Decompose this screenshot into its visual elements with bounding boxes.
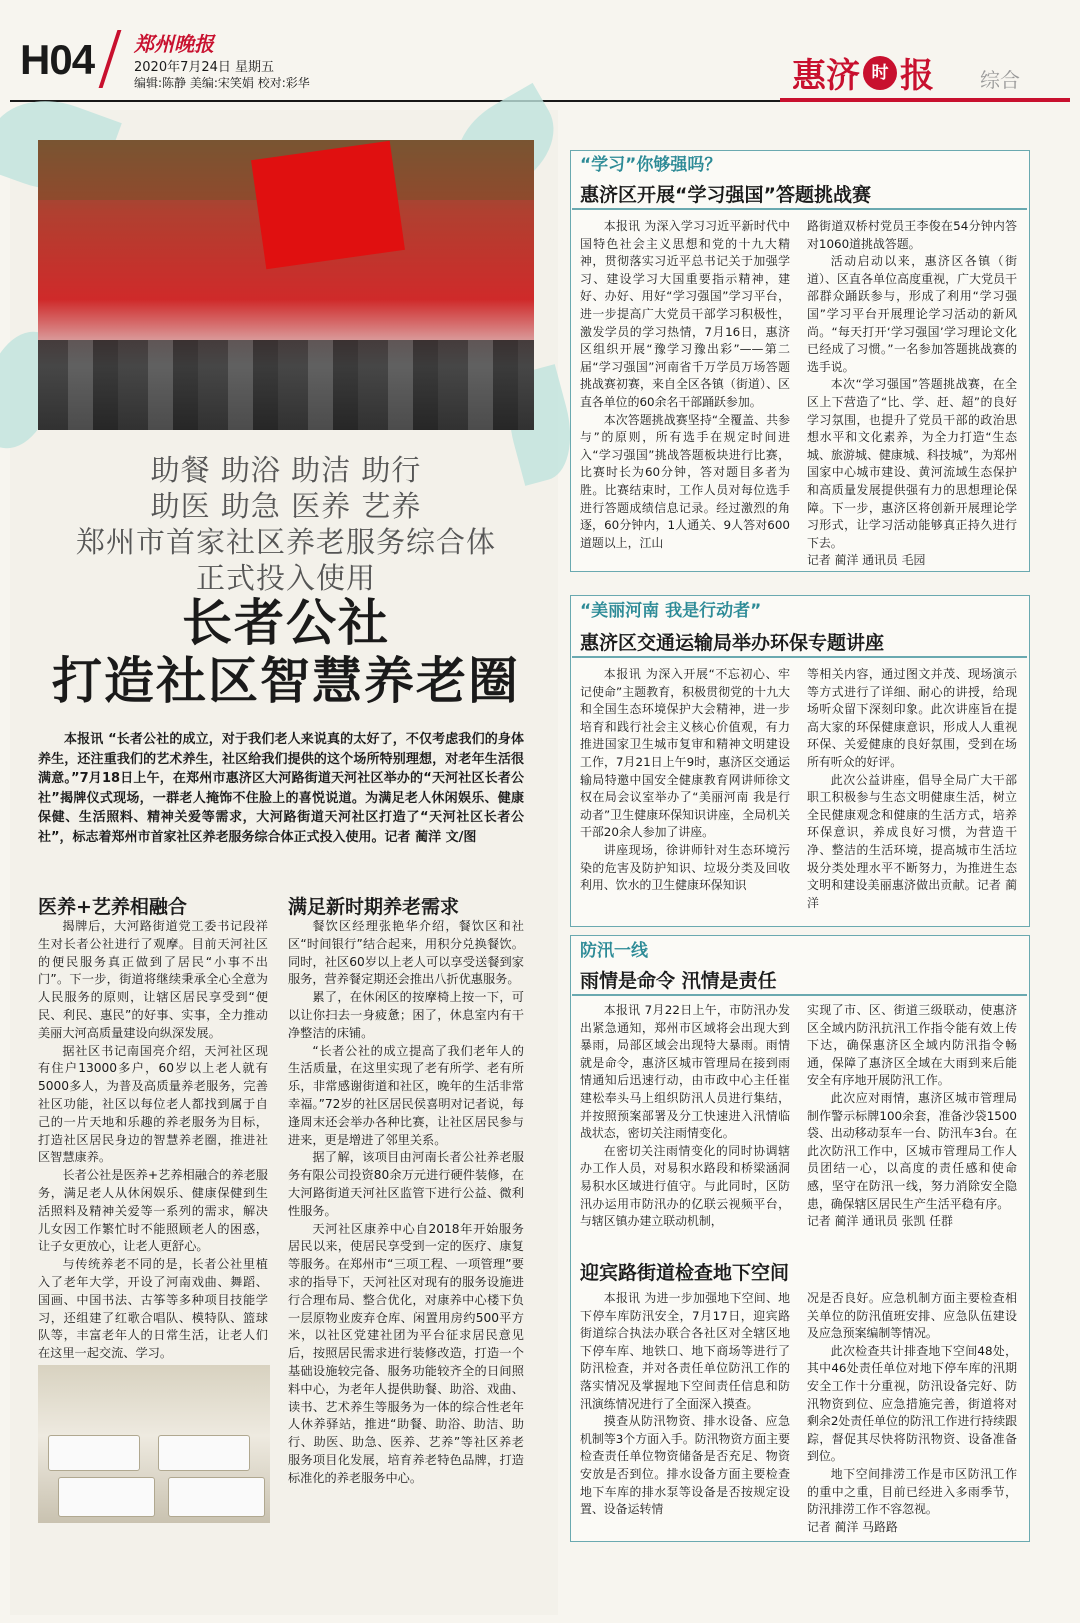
story-title: 惠济区开展“学习强国”答题挑战赛 <box>580 184 871 206</box>
photo-bed <box>48 1435 140 1471</box>
story-column <box>807 1290 1017 1536</box>
paragraph: 此次检查共计排查地下空间48处，其中46处责任单位对地下停车库的汛期安全工作十分重视，防汛设备完好、防汛物资到位、应急措施完善，街道将对剩余2处责任单位的防汛工作进行持续跟踪，督促其尽快将防汛物资、设备准备到位。 <box>807 1343 1017 1464</box>
paragraph: 据社区书记南国亮介绍，天河社区现有住户13000多户，60岁以上老人就有5000多人，为普及高质量养老服务，完善社区功能，社区以每位老人都找到属于自己的一片天地和乐趣的养老服务为目标，打造社区居民身边的智慧养老圈，推进社区智慧康养。 <box>38 1043 268 1165</box>
story-column <box>580 1290 790 1519</box>
paragraph: 本次答题挑战赛坚持“全覆盖、共参与”的原则，所有选手在规定时间进入“学习强国”挑战答题板块进行比赛，比赛时长为60分钟，答对题目多者为胜。比赛结束时，工作人员对每位选手进行答题成绩信息记录。经过激烈的角逐，60分钟内，1人通关、9人答对600道题以上，江山 <box>580 412 790 550</box>
paragraph: 本次“学习强国”答题挑战赛，在全区上下营造了“比、学、赶、超”的良好学习氛围，也提升了党员干部的政治思想水平和文化素养，为全力打造“生态城、旅游城、健康城、科技城”，为郑州国家中心城市建设、黄河流域生态保护和高质量发展提供强有力的思想理论保障。下一步，惠济区将创新开展理论学习形式，让学习活动能够真正持久进行下去。 <box>807 377 1017 550</box>
feature-deck <box>38 452 534 596</box>
photo-bed <box>58 1477 155 1517</box>
paragraph: 累了，在休闲区的按摩椅上按一下，可以让你扫去一身疲惫；困了，休息室内有干净整洁的床铺。 <box>288 990 524 1040</box>
paragraph: 长者公社是医养+艺养相融合的养老服务，满足老人从休闲娱乐、健康保健到生活照料及精神关爱等一系列的需求，解决儿女因工作繁忙时不能照顾老人的困惑，让子女更放心，让老人更舒心。 <box>38 1168 268 1254</box>
paragraph: 路街道双桥村党员王李俊在54分钟内答对1060道挑战答题。 <box>807 219 1017 251</box>
paragraph: 本报讯 为进一步加强地下空间、地下停车库防汛安全，7月17日，迎宾路街道综合执法办联合各社区对全辖区地下停车库、地铁口、地下商场等进行了防汛检查，并对各责任单位防汛工作的落实情况及掌握地下空间责任信息和防汛演练情况进行了全面深入摸查。 <box>580 1291 790 1411</box>
story-title: 雨情是命令 汛情是责任 <box>580 970 777 992</box>
paper-logo: 郑州晚报 <box>134 32 214 56</box>
paragraph: 本报讯 7月22日上午，市防汛办发出紧急通知，郑州市区域将会出现大到暴雨，局部区域会出现特大暴雨。雨情就是命令，惠济区城市管理局在接到雨情通知后迅速行动，由市政中心主任崔建松奉头马上组织防汛人员进行集结，并按照预案部署及分工快速进入汛情临战状态，密切关注雨情变化。 <box>580 1003 790 1141</box>
feature-column-1 <box>38 918 268 1363</box>
story-rule <box>572 994 1027 996</box>
byline: 记者 蔺洋 马路路 <box>807 1519 898 1534</box>
story-column <box>580 218 790 552</box>
byline: 记者 蔺洋 通讯员 张凯 任群 <box>807 1214 953 1229</box>
story-column <box>580 1002 790 1231</box>
story-column <box>807 1002 1017 1231</box>
paragraph: 活动启动以来，惠济区各镇（街道）、区直各单位高度重视，广大党员干部群众踊跃参与，形成了利用“学习强国”学习平台开展理论学习活动的新风尚。“每天打开‘学习强国’学习理论文化已经成了习惯。”一名参加答题挑战赛的选手说。 <box>807 254 1017 374</box>
story-rule <box>572 208 1027 210</box>
subhead-2: 满足新时期养老需求 <box>288 896 460 918</box>
paragraph: 天河社区康养中心自2018年开始服务居民以来，使居民享受到一定的医疗、康复等服务。在郑州市“三项工程、一项管理”要求的指导下，天河社区对现有的服务设施进行合理布局、整合优化，对康养中心楼下负一层原物业废弃仓库、闲置用房约500平方米，以社区党建社团为平台征求居民意见后，按照居民需求进行装修改造，打造一个基础设施较完备、服务功能较齐全的日间照料中心，为老年人提供助餐、助浴、戏曲、读书、艺术养生等服务为一体的综合性老年人休养驿站，推进“助餐、助浴、助洁、助行、助医、助急、医养、艺养”等社区养老服务项目化发展，培育养老特色品牌，打造标准化的养老服务中心。 <box>288 1221 524 1485</box>
section-brand <box>792 48 934 97</box>
deck-line: 郑州市首家社区养老服务综合体 <box>75 525 496 559</box>
story-label: “美丽河南 我是行动者” <box>580 601 762 621</box>
paragraph: 揭牌后，大河路街道党工委书记段祥生对长者公社进行了观摩。目前天河社区的便民服务真正做到了居民“小事不出门”。下一步，街道将继续秉承全心全意为人民服务的原则，让辖区居民享受到“便民、利民、惠民”的好事、实事，全力推动美丽大河高质量建设向纵深发展。 <box>38 919 268 1040</box>
care-room-photo <box>38 1365 270 1523</box>
paragraph: 讲座现场，徐讲师针对生态环境污染的危害及防护知识、垃圾分类及回收利用、饮水的卫生健康环保知识 <box>580 842 790 893</box>
story-title: 迎宾路街道检查地下空间 <box>580 1262 790 1284</box>
paragraph: 地下空间排涝工作是市区防汛工作的重中之重，目前已经进入多雨季节，防汛排涝工作不容忽视。 <box>807 1466 1017 1517</box>
paragraph: 据了解，该项目由河南长者公社养老服务有限公司投资80余万元进行硬件装修，在大河路街道天河社区监管下进行公益、微利性服务。 <box>288 1150 524 1218</box>
story-column <box>580 666 790 895</box>
editor-credits: 编辑:陈静 美编:宋笑娟 校对:彩华 <box>134 76 310 90</box>
deck-line: 正式投入使用 <box>195 561 376 595</box>
story-rule <box>572 656 1027 658</box>
feature-lead: 本报讯 “长者公社的成立，对于我们老人来说真的太好了，不仅考虑我们的身体养生，还注重我们的艺术养生，社区给我们提供的这个场所特别理想，对老年生活很满意。”7月18日上午，在郑州市惠济区大河路街道天河社区举办的“天河社区长者公社”揭牌仪式现场，一群老人掩饰不住脸上的喜悦说道。为满足老人休闲娱乐、健康保健、生活照料、精神关爱等需求，大河路街道天河社区打造了“天河社区长者公社”，标志着郑州市首家社区养老服务综合体正式投入使用。记者 蔺洋 文/图 <box>38 732 524 845</box>
paragraph: 况是否良好。应急机制方面主要检查相关单位的防汛值班安排、应急队伍建设及应急预案编制等情况。 <box>807 1291 1017 1341</box>
paragraph: 实现了市、区、街道三级联动，使惠济区全域内防汛抗汛工作指令能有效上传下达，确保惠济区全域内防汛指令畅通，保障了惠济区全域在大雨到来后能安全有序地开展防汛工作。 <box>807 1003 1017 1088</box>
photo-audience <box>38 340 534 430</box>
paragraph: 与传统养老不同的是，长者公社里植入了老年大学，开设了河南戏曲、舞蹈、国画、中国书法、古筝等多种项目技能学习，还组建了红歌合唱队、模特队、篮球队等，丰富老年人的日常生活，让老人们在这里一起交流、学习。 <box>38 1257 268 1361</box>
story-title: 惠济区交通运输局举办环保专题讲座 <box>580 632 885 654</box>
masthead-slash <box>99 30 122 88</box>
photo-bed <box>168 1477 265 1517</box>
photo-bed <box>158 1435 250 1471</box>
deck-line: 助餐 助浴 助洁 助行 <box>150 453 422 487</box>
subhead-1: 医养+艺养相融合 <box>38 896 187 918</box>
issue-date: 2020年7月24日 星期五 <box>134 60 275 75</box>
paragraph: 在密切关注雨情变化的同时协调辖办工作人员，对易积水路段和桥梁涵洞易积水区域进行值守。与此同时，区防汛办运用市防汛办的亿联云视频平台，与辖区镇办建立联动机制， <box>580 1143 790 1229</box>
byline: 记者 蔺洋 通讯员 毛园 <box>807 553 926 568</box>
choir-photo <box>38 140 534 430</box>
feature-column-2 <box>288 918 524 1488</box>
masthead-red-rule <box>780 98 1070 102</box>
feature-headline <box>38 594 534 710</box>
paragraph: 餐饮区经理张艳华介绍，餐饮区和社区“时间银行”结合起来，用积分兑换餐饮。同时，社区60岁以上老人可以享受送餐到家服务，营养餐定期还会推出八折优惠服务。 <box>288 919 524 987</box>
section-type: 综合 <box>980 68 1020 92</box>
paragraph: 此次公益讲座，倡导全局广大干部职工积极参与生态文明健康生活，树立全民健康观念和健康的生活方式，培养环保意识，养成良好习惯，为营造干净、整洁的生活环境，提高城市生活垃圾分类处理水平不断努力，为推进生态文明和建设美丽惠济做出贡献。记者 蔺洋 <box>807 772 1017 910</box>
paragraph: 本报讯 为深入学习习近平新时代中国特色社会主义思想和党的十九大精神，贯彻落实习近平总书记关于加强学习、建设学习大国重要指示精神，建好、办好、用好“学习强国”学习平台，进一步提高广大党员干部学习积极性，激发学员的学习热情，7月16日，惠济区组织开展“豫学习豫出彩”——第二届“学习强国”河南省千万学员万场答题挑战赛初赛，来自全区各镇（街道）、区直各单位的60余名干部踊跃参加。 <box>580 219 790 409</box>
section-brand-circle: 时 <box>863 56 897 90</box>
headline-line: 长者公社 <box>182 594 390 652</box>
paragraph: 此次应对雨情，惠济区城市管理局制作警示标牌100余套，准备沙袋1500袋、出动移动泵车一台、防汛车3台。在此次防汛工作中，区城市管理局工作人员团结一心，以高度的责任感和使命感，坚守在防汛一线，努力消除安全隐患，确保辖区居民生产生活平稳有序。 <box>807 1090 1017 1211</box>
section-brand-left: 惠济 <box>792 56 860 96</box>
paragraph: 等相关内容，通过图文并茂、现场演示等方式进行了详细、耐心的讲授，给现场听众留下深刻印象。此次讲座旨在提高大家的环保健康意识，形成人人重视环保、关爱健康的良好氛围，受到在场所有听众的好评。 <box>807 667 1017 769</box>
paragraph: 摸查从防汛物资、排水设备、应急机制等3个方面入手。防汛物资方面主要检查责任单位物资储备是否充足、物资安放是否到位。排水设备方面主要检查地下车库的排水泵等设备是否按规定设置、设备运转情 <box>580 1414 790 1517</box>
story-column <box>807 666 1017 912</box>
page-number: H04 <box>20 36 95 83</box>
deck-line: 助医 助急 医养 艺养 <box>150 489 422 523</box>
story-label: “学习”你够强吗？ <box>580 155 722 175</box>
paragraph: “长者公社的成立提高了我们老年人的生活质量，在这里实现了老有所学、老有所乐，非常感谢街道和社区，晚年的生活非常幸福。”72岁的社区居民侯喜明对记者说，每逢周末还会举办各种比赛，让社区居民参与进来，更是增进了邻里关系。 <box>288 1043 524 1147</box>
headline-line: 打造社区智慧养老圈 <box>52 652 520 710</box>
paragraph: 本报讯 为深入开展“不忘初心、牢记使命”主题教育，积极贯彻党的十九大和全国生态环境保护大会精神，进一步培育和践行社会主义核心价值观，有力推进国家卫生城市复审和精神文明建设工作，7月21日上午9时，惠济区交通运输局特邀中国安全健康教育网讲师徐文权在局会议室举办了“美丽河南 我是行动者”卫生健康环保知识讲座，全局机关干部20余人参加了讲座。 <box>580 667 790 840</box>
section-brand-right: 报 <box>900 56 934 96</box>
story-label: 防汛一线 <box>580 941 648 961</box>
story-column <box>807 218 1017 570</box>
photo-flag <box>251 141 405 269</box>
